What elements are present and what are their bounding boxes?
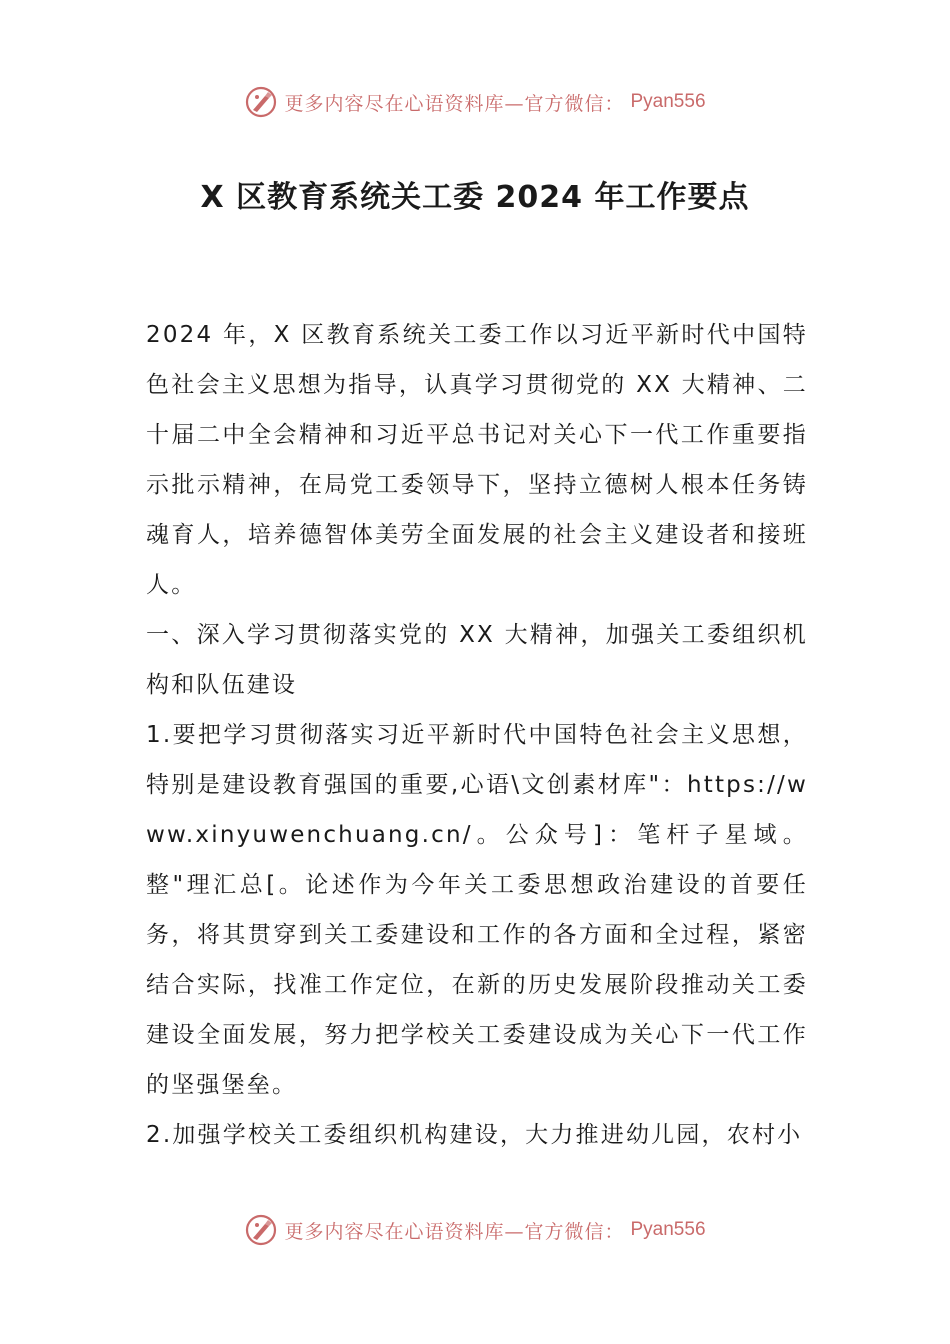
header-watermark: [0, 82, 950, 122]
paragraph-item-2: 2.加强学校关工委组织机构建设，大力推进幼儿园，农村小: [146, 1122, 803, 1148]
pen-nib-logo-icon: [244, 1213, 278, 1247]
header-slogan: 更多内容尽在心语资料库—官方微信：: [284, 92, 625, 115]
footer-watermark: [0, 1210, 950, 1250]
pen-nib-logo-icon: [244, 85, 278, 119]
paragraph-intro: 2024 年，X 区教育系统关工委工作以习近平新时代中国特色社会主义思想为指导，认真学习贯彻党的 XX 大精神、二十届二中全会精神和习近平总书记对关心下一代工作重要指示批示精神，在局党工委领导下，坚持立德树人根本任务铸魂育人，培养德智体美劳全面发展的社会主义建设者和接班人。: [146, 322, 808, 598]
header-wechat-id: Pyan556: [630, 91, 706, 112]
footer-wechat-id: Pyan556: [630, 1219, 706, 1240]
document-title: X 区教育系统关工委 2024 年工作要点: [200, 180, 750, 215]
document-body: [146, 310, 808, 1160]
footer-slogan: 更多内容尽在心语资料库—官方微信：: [284, 1220, 625, 1243]
paragraph-item-1: 1.要把学习贯彻落实习近平新时代中国特色社会主义思想，特别是建设教育强国的重要,心语\文创素材库"：https://www.xinyuwenchuang.cn/。公众号]：笔杆子星域。整"理汇总[。论述作为今年关工委思想政治建设的首要任务，将其贯穿到关工委建设和工作的各方面和全过程，紧密结合实际，找准工作定位，在新的历史发展阶段推动关工委建设全面发展，努力把学校关工委建设成为关心下一代工作的坚强堡垒。: [146, 722, 808, 1098]
section-heading-1: 一、深入学习贯彻落实党的 XX 大精神，加强关工委组织机构和队伍建设: [146, 622, 808, 698]
